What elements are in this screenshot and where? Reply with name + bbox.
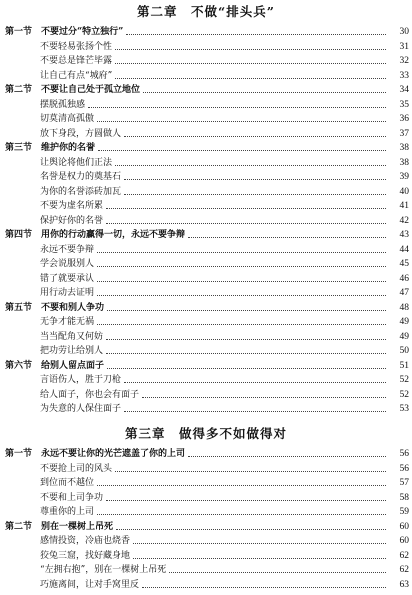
toc-subsection-entry <box>0 462 412 476</box>
subsection-title: 当当配角又何妨 <box>40 331 104 342</box>
dot-leader <box>169 572 386 573</box>
toc-subsection-entry <box>0 170 412 184</box>
dot-leader <box>124 179 386 180</box>
section-title: 不要和别人争功 <box>41 302 105 313</box>
page-number: 58 <box>399 492 409 503</box>
subsection-title: 让舆论将他们正法 <box>40 157 113 168</box>
section-number: 第三节 <box>5 143 33 153</box>
toc-subsection-entry <box>0 476 412 490</box>
dot-leader <box>188 237 386 238</box>
section-title: 不要让自己处于孤立地位 <box>41 85 141 95</box>
toc-subsection-entry <box>0 373 412 387</box>
dot-leader <box>106 223 386 224</box>
toc-subsection-entry <box>0 344 412 358</box>
page-number: 43 <box>399 230 409 240</box>
subsection-title: 不要抢上司的风头 <box>40 463 113 474</box>
dot-leader <box>188 456 386 457</box>
section-number: 第一节 <box>5 449 33 459</box>
subsection-title: 永远不要争辩 <box>40 244 95 255</box>
page-number: 45 <box>399 259 409 269</box>
toc-section-entry <box>0 520 412 534</box>
toc-section-entry <box>0 359 412 373</box>
page-number: 49 <box>399 317 409 327</box>
toc-subsection-entry <box>0 505 412 519</box>
subsection-title: 用行动去证明 <box>40 288 95 298</box>
dot-leader <box>143 92 386 93</box>
toc-subsection-entry <box>0 185 412 199</box>
dot-leader <box>107 310 386 311</box>
subsection-title: 狡兔三窟，找好藏身地 <box>40 550 131 561</box>
toc-subsection-entry <box>0 214 412 228</box>
toc-subsection-entry <box>0 127 412 141</box>
section-number: 第五节 <box>5 302 33 313</box>
section-number: 第二节 <box>5 85 33 95</box>
subsection-title: 放下身段，方圆做人 <box>40 128 122 139</box>
dot-leader <box>115 78 386 79</box>
page-number: 53 <box>399 404 409 414</box>
subsection-title: 言语伤人，胜于刀枪 <box>40 375 122 385</box>
subsection-title: 巧施离间，让对手窝里反 <box>40 579 140 590</box>
toc-subsection-entry <box>0 549 412 563</box>
section-title: 维护你的名誉 <box>41 143 96 153</box>
dot-leader <box>106 353 386 354</box>
dot-leader <box>142 397 386 398</box>
page-number: 60 <box>399 536 409 546</box>
toc-subsection-entry <box>0 388 412 402</box>
page-number: 46 <box>399 273 409 284</box>
page-number: 34 <box>399 85 409 95</box>
subsection-title: 把功劳让给别人 <box>40 346 104 356</box>
page-number: 30 <box>399 27 409 37</box>
subsection-title: 名誉是权力的奠基石 <box>40 172 122 182</box>
chapter-title: 第二章 不做“排头兵” <box>137 4 275 19</box>
toc-subsection-entry <box>0 315 412 329</box>
subsection-title: 学会说服别人 <box>40 259 95 269</box>
section-number: 第六节 <box>5 360 33 371</box>
section-number: 第二节 <box>5 521 33 532</box>
dot-leader <box>124 194 386 195</box>
dot-leader <box>97 295 386 296</box>
page-number: 52 <box>399 389 409 400</box>
subsection-title: 不要和上司争功 <box>40 492 104 503</box>
dot-leader <box>106 500 386 501</box>
toc-subsection-entry <box>0 534 412 548</box>
subsection-title: 给人面子，你也会有面子 <box>40 389 140 400</box>
page-number: 62 <box>399 550 409 561</box>
dot-leader <box>115 63 386 64</box>
page-number: 37 <box>399 128 409 139</box>
page-number: 59 <box>399 507 409 517</box>
section-title: 永远不要让你的光芒遮盖了你的上司 <box>41 449 186 459</box>
section-title: 别在一棵树上吊死 <box>41 521 114 532</box>
dot-leader <box>133 558 386 559</box>
page-number: 35 <box>399 99 409 110</box>
subsection-title: 到位而不越位 <box>40 478 95 488</box>
dot-leader <box>88 107 386 108</box>
page-number: 51 <box>399 360 409 371</box>
section-title: 用你的行动赢得一切，永远不要争辩 <box>41 230 186 240</box>
page-number: 60 <box>399 521 409 532</box>
page-number: 49 <box>399 331 409 342</box>
subsection-title: “左拥右抱”，别在一棵树上吊死 <box>40 565 167 575</box>
page-number: 52 <box>399 375 409 385</box>
dot-leader <box>133 543 386 544</box>
section-number: 第一节 <box>5 27 33 37</box>
dot-leader <box>124 136 386 137</box>
toc-section-entry <box>0 141 412 155</box>
dot-leader <box>97 121 386 122</box>
toc-subsection-entry <box>0 286 412 300</box>
subsection-title: 感情投资，冷庙也烧香 <box>40 536 131 546</box>
subsection-title: 尊重你的上司 <box>40 507 95 517</box>
dot-leader <box>106 208 386 209</box>
toc-subsection-entry <box>0 257 412 271</box>
page-number: 38 <box>399 143 409 153</box>
subsection-title: 保护好你的名誉 <box>40 215 104 226</box>
subsection-title: 不要为虚名所累 <box>40 201 104 211</box>
page-number: 36 <box>399 114 409 124</box>
toc-subsection-entry <box>0 112 412 126</box>
chapter-title: 第三章 做得多不如做得对 <box>124 426 287 441</box>
subsection-title: 错了就要承认 <box>40 273 95 284</box>
page-number: 32 <box>399 56 409 66</box>
section-title: 给别人留点面子 <box>41 360 105 371</box>
subsection-title: 不要总是锋芒毕露 <box>40 56 113 66</box>
dot-leader <box>97 252 386 253</box>
toc-section-entry <box>0 301 412 315</box>
toc-subsection-entry <box>0 98 412 112</box>
subsection-title: 为失意的人保住面子 <box>40 404 122 414</box>
toc-subsection-entry <box>0 40 412 54</box>
dot-leader <box>116 529 386 530</box>
toc-subsection-entry <box>0 563 412 577</box>
toc-section-entry <box>0 25 412 39</box>
subsection-title: 摆脱孤独感 <box>40 99 86 110</box>
dot-leader <box>106 339 386 340</box>
page-number: 31 <box>399 41 409 52</box>
dot-leader <box>97 266 386 267</box>
page-number: 39 <box>399 172 409 182</box>
section-title: 不要过分“特立独行” <box>41 27 124 37</box>
dot-leader <box>98 150 386 151</box>
dot-leader <box>115 471 386 472</box>
dot-leader <box>115 49 386 50</box>
page-number: 33 <box>399 70 409 81</box>
toc-section-entry <box>0 83 412 97</box>
toc-subsection-entry <box>0 578 412 592</box>
toc-section-entry <box>0 228 412 242</box>
page-number: 42 <box>399 215 409 226</box>
page-number: 50 <box>399 346 409 356</box>
page-number: 56 <box>399 449 409 459</box>
page-number: 63 <box>399 579 409 590</box>
toc-subsection-entry <box>0 402 412 416</box>
toc-subsection-entry <box>0 156 412 170</box>
dot-leader <box>97 485 386 486</box>
subsection-title: 不要轻易张扬个性 <box>40 41 113 52</box>
dot-leader <box>126 34 386 35</box>
page-number: 44 <box>399 244 409 255</box>
dot-leader <box>97 324 386 325</box>
subsection-title: 为你的名誉添砖加瓦 <box>40 186 122 197</box>
dot-leader <box>107 368 386 369</box>
toc-subsection-entry <box>0 69 412 83</box>
page-number: 56 <box>399 463 409 474</box>
section-number: 第四节 <box>5 230 33 240</box>
toc-subsection-entry <box>0 54 412 68</box>
page-number: 62 <box>399 565 409 575</box>
dot-leader <box>115 165 386 166</box>
toc-subsection-entry <box>0 243 412 257</box>
subsection-title: 切莫清高孤傲 <box>40 114 95 124</box>
page-number: 48 <box>399 302 409 313</box>
dot-leader <box>142 587 386 588</box>
page-number: 41 <box>399 201 409 211</box>
dot-leader <box>97 514 386 515</box>
page-number: 40 <box>399 186 409 197</box>
subsection-title: 无争才能无祸 <box>40 317 95 327</box>
dot-leader <box>97 281 386 282</box>
toc-subsection-entry <box>0 272 412 286</box>
dot-leader <box>124 411 386 412</box>
dot-leader <box>124 382 386 383</box>
toc-subsection-entry <box>0 491 412 505</box>
page-number: 38 <box>399 157 409 168</box>
toc-section-entry <box>0 447 412 461</box>
toc-subsection-entry <box>0 199 412 213</box>
page-number: 57 <box>399 478 409 488</box>
toc-subsection-entry <box>0 330 412 344</box>
subsection-title: 让自己有点“城府” <box>40 70 113 81</box>
page-number: 47 <box>399 288 409 298</box>
